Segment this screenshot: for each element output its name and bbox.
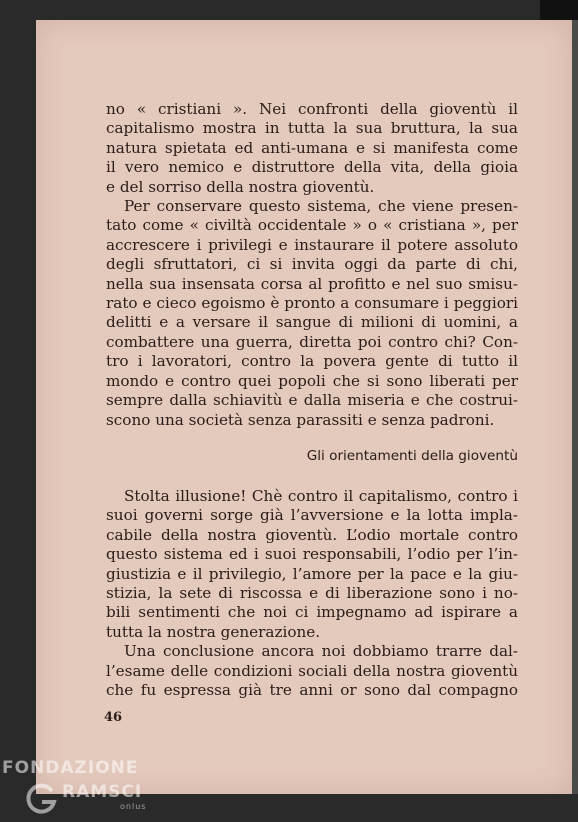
- text-line: sempre dalla schiavitù e dalla miseria e che costrui-: [106, 391, 518, 410]
- text-line: delitti e a versare il sangue di milioni di uomini, a: [106, 313, 518, 332]
- watermark: [2, 758, 147, 811]
- text-line: degli sfruttatori, ci si invita oggi da parte di chi,: [106, 255, 518, 274]
- text-line: capitalismo mostra in tutta la sua bruttura, la sua: [106, 119, 518, 138]
- text-line: tro i lavoratori, contro la povera gente di tutto il: [106, 352, 518, 371]
- text-line: l’esame delle condizioni sociali della nostra gioventù: [106, 661, 518, 680]
- text-line: nella sua insensata corsa al profitto e nel suo smisu-: [106, 274, 518, 293]
- text-line: bili sentimenti che noi ci impegnamo ad ispirare a: [106, 603, 518, 622]
- text-line: no « cristiani ». Nei confronti della gioventù il: [106, 100, 518, 118]
- text-line: combattere una guerra, diretta poi contro chi? Con-: [106, 332, 518, 351]
- text-line: giustizia e il privilegio, l’amore per la pace e la giu-: [106, 564, 518, 583]
- text-line: che fu espressa già tre anni or sono dal compagno: [106, 681, 518, 700]
- section-heading: Gli orientamenti della gioventù: [306, 448, 518, 464]
- text-line: accrescere i privilegi e instaurare il potere assoluto: [106, 235, 518, 254]
- text-line: questo sistema ed i suoi responsabili, l’odio per l’in-: [106, 545, 518, 564]
- text-line: tutta la nostra generazione.: [106, 622, 321, 641]
- page-number: 46: [104, 710, 123, 725]
- gramsci-g-logo-icon: [24, 782, 58, 816]
- text-line: natura spietata ed anti-umana e si manifesta come: [106, 138, 518, 157]
- text-line: scono una società senza parassiti e senza padroni.: [106, 410, 495, 429]
- text-line: il vero nemico e distruttore della vita, della gioia: [106, 158, 518, 177]
- watermark-line-1: FONDAZIONE: [2, 758, 139, 778]
- text-line: Per conservare questo sistema, che viene presen-: [124, 197, 518, 216]
- text-line: suoi governi sorge già l’avversione e la lotta impla-: [106, 506, 518, 525]
- text-line: mondo e contro quei popoli che si sono liberati per: [106, 371, 518, 390]
- watermark-onlus: onlus: [120, 802, 147, 811]
- text-line: tato come « civiltà occidentale » o « cristiana », per: [106, 216, 518, 235]
- scan-background-corner: [540, 0, 578, 20]
- page-edge: [572, 20, 578, 794]
- paragraph-2: [106, 487, 518, 700]
- text-line: rato e cieco egoismo è pronto a consumare i peggiori: [106, 294, 518, 313]
- text-line: cabile della nostra gioventù. L’odio mortale contro: [106, 525, 518, 544]
- watermark-line-2: RAMSCI: [62, 782, 143, 802]
- text-line: e del sorriso della nostra gioventù.: [106, 177, 375, 196]
- text-line: Una conclusione ancora noi dobbiamo trarre dal-: [124, 642, 518, 661]
- paragraph-1: [106, 100, 518, 430]
- text-line: Stolta illusione! Chè contro il capitalismo, contro i: [124, 487, 518, 505]
- text-line: stizia, la sete di riscossa e di liberazione sono i no-: [106, 584, 518, 603]
